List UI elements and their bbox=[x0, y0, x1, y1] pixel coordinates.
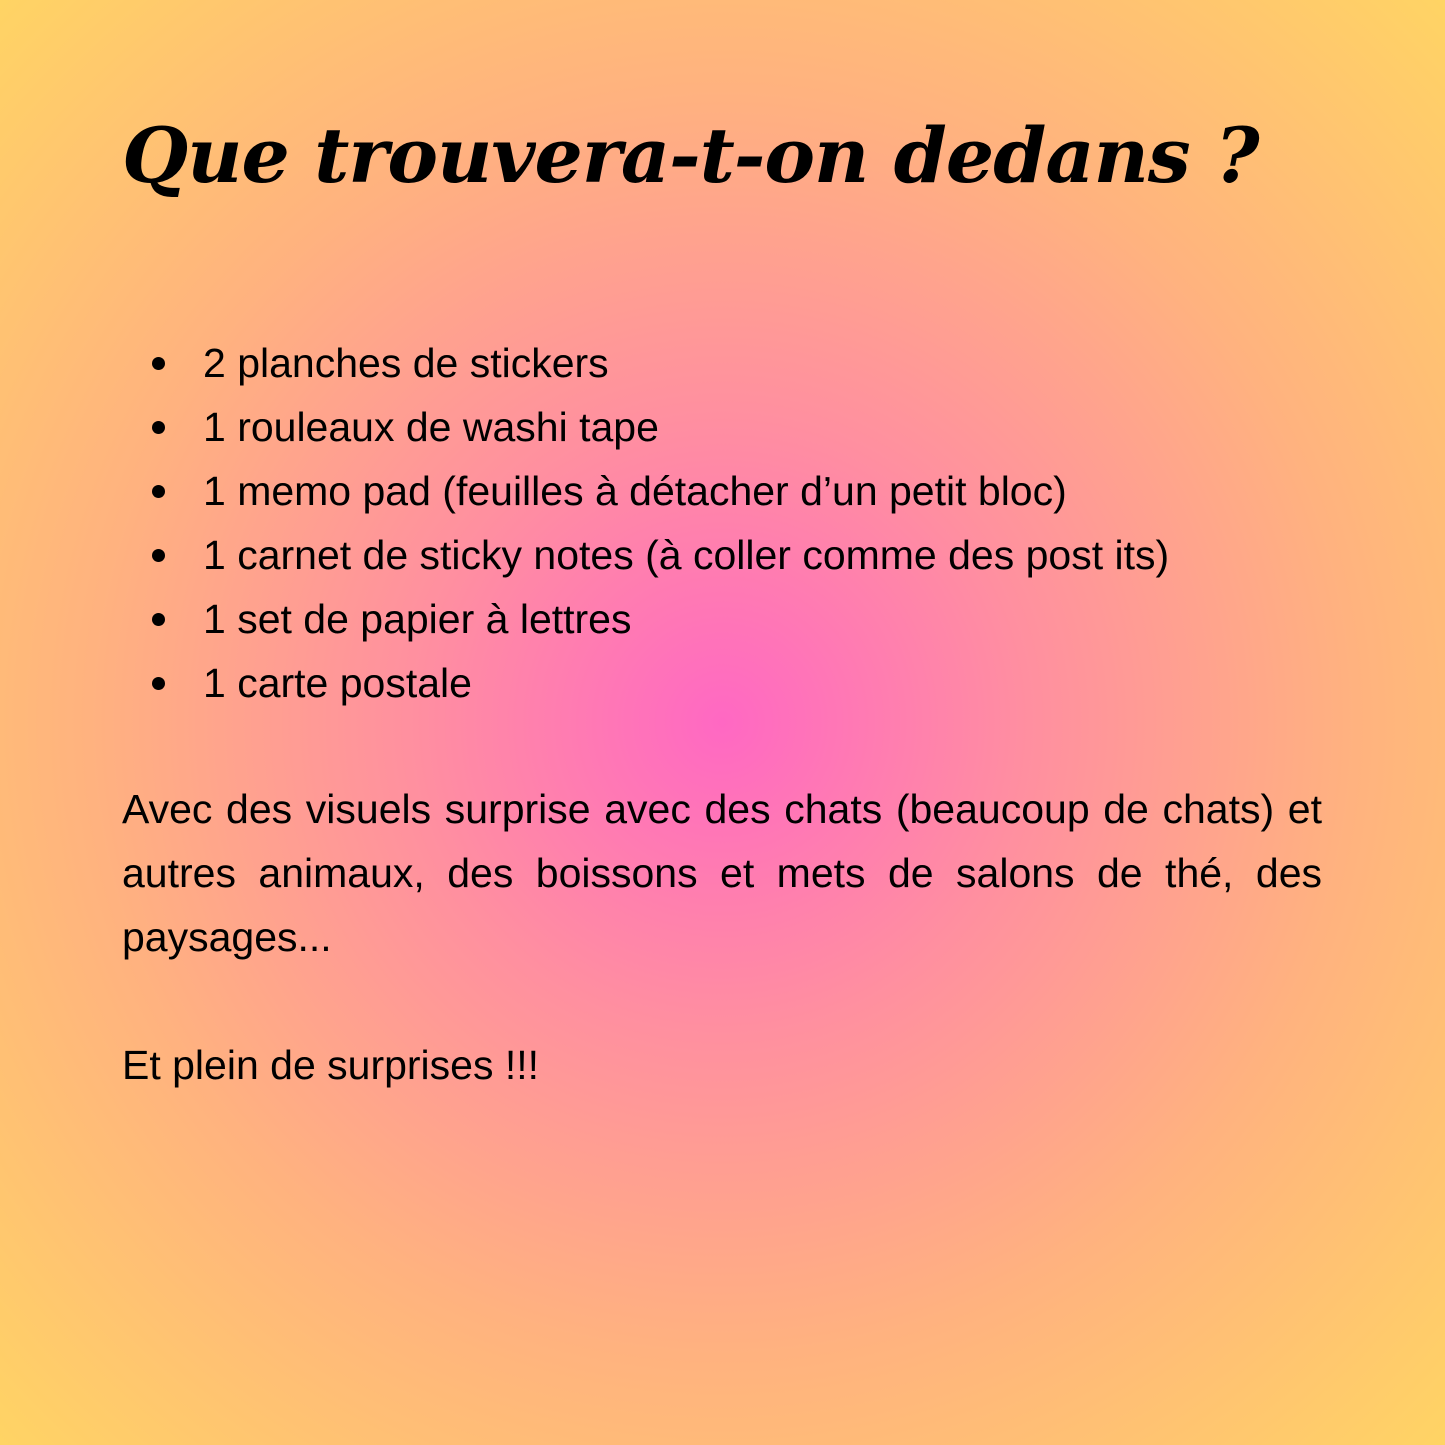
closing-paragraph: Et plein de surprises !!! bbox=[122, 1042, 540, 1088]
bullet-icon bbox=[152, 613, 165, 626]
list-item-text: 2 planches de stickers bbox=[203, 340, 609, 386]
list-item-text: 1 carte postale bbox=[203, 660, 472, 706]
list-item bbox=[148, 587, 1328, 651]
bullet-icon bbox=[152, 421, 165, 434]
list-item bbox=[148, 523, 1328, 587]
list-item-text: 1 memo pad (feuilles à détacher d’un petit bloc) bbox=[203, 468, 1067, 514]
list-item bbox=[148, 651, 1328, 715]
bullet-icon bbox=[152, 549, 165, 562]
list-item-text: 1 set de papier à lettres bbox=[203, 596, 632, 642]
description-paragraph: Avec des visuels surprise avec des chats (beaucoup de chats) et autres animaux, des boissons et mets de salons de thé, des paysages... bbox=[122, 786, 1322, 960]
contents-list bbox=[148, 331, 1328, 715]
bullet-icon bbox=[152, 677, 165, 690]
page-title: Que trouvera-t-on dedans ? bbox=[122, 111, 1259, 200]
bullet-icon bbox=[152, 357, 165, 370]
list-item-text: 1 rouleaux de washi tape bbox=[203, 404, 659, 450]
bullet-icon bbox=[152, 485, 165, 498]
list-item bbox=[148, 459, 1328, 523]
list-item bbox=[148, 395, 1328, 459]
list-item bbox=[148, 331, 1328, 395]
list-item-text: 1 carnet de sticky notes (à coller comme des post its) bbox=[203, 532, 1170, 578]
